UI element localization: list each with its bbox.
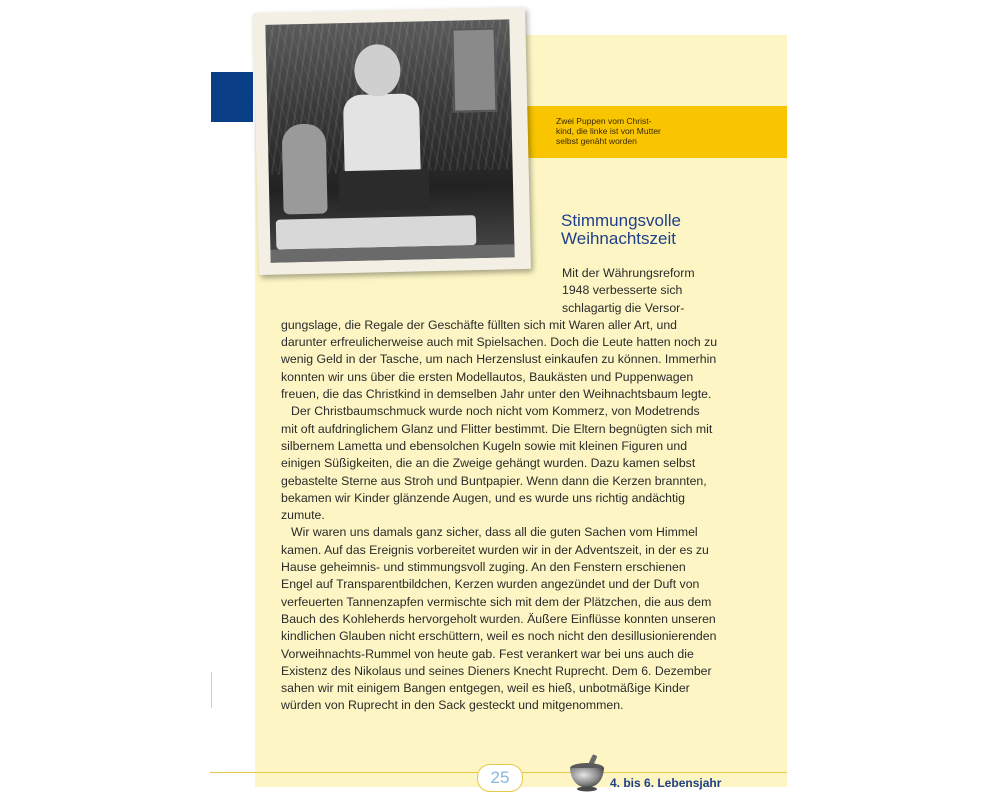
margin-rule — [211, 672, 212, 708]
intro-lines — [562, 265, 718, 317]
child-legs — [339, 169, 430, 211]
paragraph-2: Der Christbaumschmuck wurde noch nicht vom Kommerz, von Modetrends mit oft aufdringlichem Glanz und Flitter bestimmt. Die Eltern begnügten sich mit silbernem Lametta und ebensolchen Kugeln sowie mit kleinen Figuren und einigen Süßigkeiten, die an die Zweige gehängt wurden. Dazu kamen selbst gebastelte Sterne aus Stroh und Buntpapier. Wenn dann die Kerzen brannten, bekamen wir Kinder glänzende Augen, und es wurde uns richtig andächtig zumute. — [281, 404, 713, 523]
child-body — [343, 93, 421, 175]
intro-line: 1948 verbesserte sich — [562, 283, 683, 298]
heading-line-2: Weihnachtszeit — [561, 229, 676, 248]
section-heading — [561, 212, 681, 248]
mortar-pestle-icon — [565, 752, 609, 792]
photo-window — [451, 28, 497, 113]
photo-image — [265, 19, 514, 262]
photo-caption — [556, 116, 686, 146]
footer-section-label: 4. bis 6. Lebensjahr — [610, 776, 722, 790]
paragraph-1: gungslage, die Regale der Geschäfte füllten sich mit Waren aller Art, und darunter erfreulicherweise auch mit Spielsachen. Doch die Leute hatten noch zu wenig Geld in der Tasche, um nach Herzenslust einkaufen zu können. Immerhin konnten wir uns über die ersten Modellautos, Baukästen und Puppenwagen freuen, die das Christkind in demselben Jahr unter den Weihnachtsbaum legte. — [281, 317, 718, 402]
page-number: 25 — [477, 764, 523, 792]
caption-line: selbst genäht worden — [556, 136, 637, 146]
intro-line: schlagartig die Versor- — [562, 300, 685, 315]
toy-train — [276, 215, 477, 250]
intro-line: Mit der Währungsreform — [562, 266, 695, 280]
section-marker-tab — [211, 72, 253, 122]
caption-line: Zwei Puppen vom Christ- — [556, 116, 652, 126]
vintage-photo — [253, 7, 531, 275]
caption-line: kind, die linke ist von Mutter — [556, 126, 661, 136]
article-body — [281, 265, 718, 715]
doll-figure — [282, 124, 328, 215]
paragraph-3: Wir waren uns damals ganz sicher, dass all die guten Sachen vom Himmel kamen. Auf das Ereignis vorbereitet wurden wir in der Adventszeit, in der es zu Hause geheimnis- und stimmungsvoll zuging. An den Fenstern erschienen Engel auf Transparentbildchen, Kerzen wurden angezündet und der Duft von verfeuerten Tannenzapfen vermischte sich mit dem der Plätzchen, die aus dem Bauch des Kohleherds hervorgeholt wurden. Äußere Einflüsse konnten unseren kindlichen Glauben nicht erschüttern, weil es noch nicht den desillusionierenden Vorweihnachts-Rummel von heute gab. Fest verankert war bei uns auch die Existenz des Nikolaus und seines Dieners Knecht Ruprecht. Dem 6. Dezember sahen wir mit einigem Bangen entgegen, weil es hieß, unbotmäßige Kinder würden von Ruprecht in den Sack gesteckt und mitgenommen. — [281, 525, 717, 713]
heading-line-1: Stimmungsvolle — [561, 211, 681, 230]
